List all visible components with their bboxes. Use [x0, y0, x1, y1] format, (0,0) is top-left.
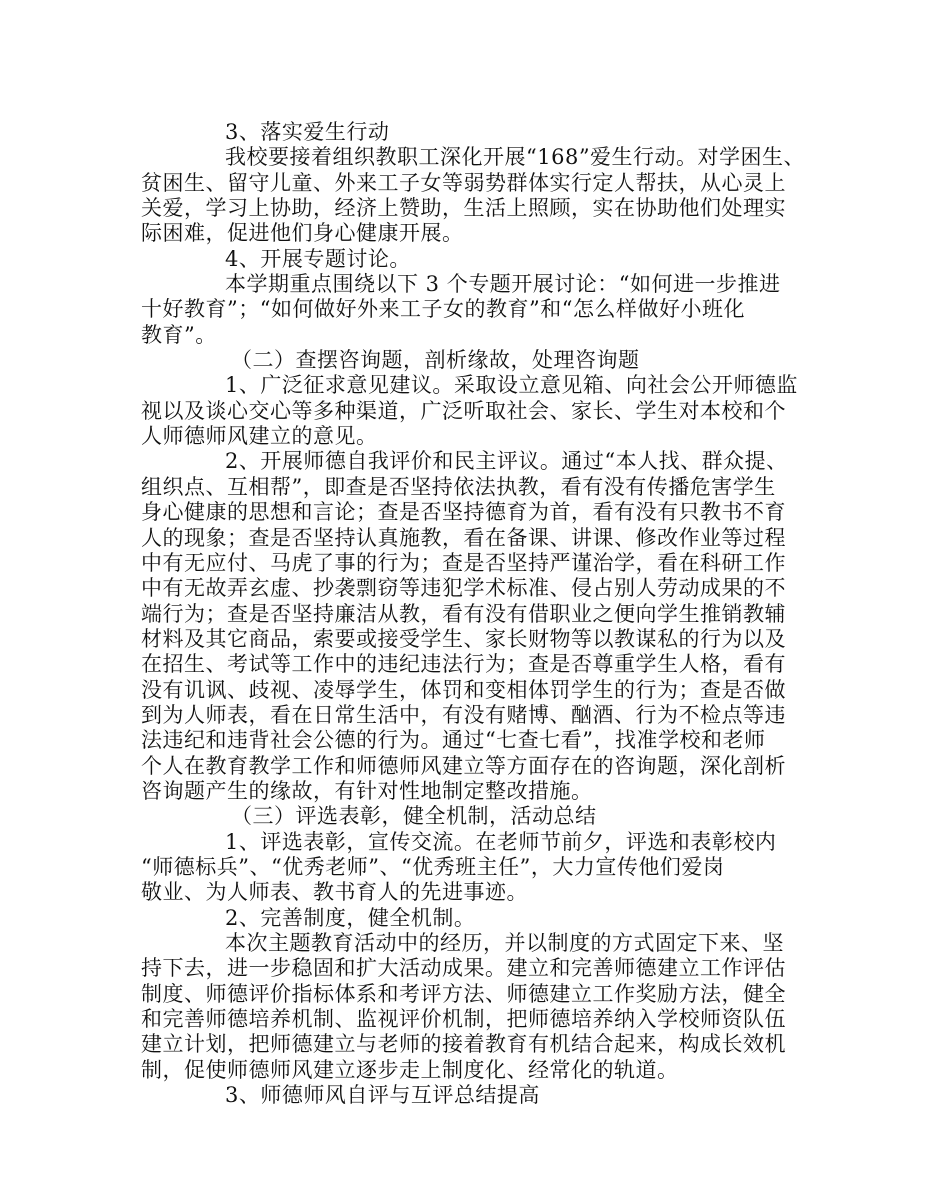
text-line: （三）评选表彰，健全机制，活动总结: [231, 804, 597, 829]
text-line: 身心健康的思想和言论；查是否坚持德育为首，看有没有只教书不育: [141, 500, 786, 525]
text-line: 端行为；查是否坚持廉洁从教，看有没有借职业之便向学生推销教辅: [141, 601, 786, 626]
text-line: 视以及谈心交心等多种渠道，广泛听取社会、家长、学生对本校和个: [141, 398, 786, 423]
document-body: [141, 120, 809, 1108]
text-line: 本次主题教育活动中的经历，并以制度的方式固定下来、坚: [225, 931, 784, 955]
text-line: 十好教育”；“如何做好外来工子女的教育”和“怎么样做好小班化: [141, 297, 745, 322]
text-line: 建立计划，把师德建立与老师的接着教育有机结合起来，构成长效机: [141, 1032, 786, 1057]
text-line: 没有讥讽、歧视、凌辱学生，体罚和变相体罚学生的行为；查是否做: [141, 677, 786, 702]
text-line: 法违纪和违背社会公德的行为。通过“七查七看”，找准学校和老师: [141, 728, 766, 753]
text-line: 材料及其它商品，索要或接受学生、家长财物等以教谋私的行为以及: [141, 626, 786, 651]
text-line: （二）查摆咨询题，剖析缘故，处理咨询题: [231, 348, 640, 373]
text-line: “师德标兵”、“优秀老师”、“优秀班主任”，大力宣传他们爱岗: [141, 854, 725, 879]
text-line: 人的现象；查是否坚持认真施教，看在备课、讲课、修改作业等过程: [141, 525, 786, 550]
text-line: 制，促使师德师风建立逐步走上制度化、经常化的轨道。: [141, 1057, 679, 1082]
text-line: 4、开展专题讨论。: [225, 246, 411, 271]
text-line: 1、广泛征求意见建议。采取设立意见箱、向社会公开师德监: [225, 373, 798, 398]
text-line: 关爱，学习上协助，经济上赞助，生活上照顾，实在协助他们处理实: [141, 196, 786, 221]
text-line: 2、完善制度，健全机制。: [225, 905, 476, 930]
text-line: 3、师德师风自评与互评总结提高: [225, 1083, 540, 1108]
text-line: 教育”。: [141, 322, 217, 347]
text-line: 咨询题产生的缘故，有针对性地制定整改措施。: [141, 778, 593, 803]
text-line: 个人在教育教学工作和师德师风建立等方面存在的咨询题，深化剖析: [141, 753, 786, 778]
text-line: 3、落实爱生行动: [225, 120, 390, 144]
text-line: 敬业、为人师表、教书育人的先进事迹。: [141, 880, 528, 905]
text-line: 在招生、考试等工作中的违纪违法行为；查是否尊重学生人格，看有: [141, 652, 786, 677]
text-line: 本学期重点围绕以下 3 个专题开展讨论：“如何进一步推进: [225, 272, 781, 297]
text-line: 中有无故弄玄虚、抄袭剽窃等违犯学术标准、侵占别人劳动成果的不: [141, 576, 786, 601]
text-line: 2、开展师德自我评价和民主评议。通过“本人找、群众提、: [225, 449, 788, 474]
text-line: 组织点、互相帮”，即查是否坚持依法执教，看有没有传播危害学生: [141, 474, 776, 499]
text-line: 制度、师德评价指标体系和考评方法、师德建立工作奖励方法，健全: [141, 981, 786, 1006]
text-line: 中有无应付、马虎了事的行为；查是否坚持严谨治学，看在科研工作: [141, 550, 786, 575]
text-line: 1、评选表彰，宣传交流。在老师节前夕，评选和表彰校内: [225, 829, 777, 854]
text-line: 贫困生、留守儿童、外来工子女等弱势群体实行定人帮扶，从心灵上: [141, 170, 786, 195]
text-line: 我校要接着组织教职工深化开展“168”爱生行动。对学困生、: [225, 145, 806, 170]
text-line: 人师德师风建立的意见。: [141, 424, 378, 449]
text-line: 际困难，促进他们身心健康开展。: [141, 221, 464, 246]
text-line: 持下去，进一步稳固和扩大活动成果。建立和完善师德建立工作评估: [141, 956, 786, 981]
text-line: 和完善师德培养机制、监视评价机制，把师德培养纳入学校师资队伍: [141, 1007, 786, 1032]
text-line: 到为人师表，看在日常生活中，有没有赌博、酗酒、行为不检点等违: [141, 702, 786, 727]
